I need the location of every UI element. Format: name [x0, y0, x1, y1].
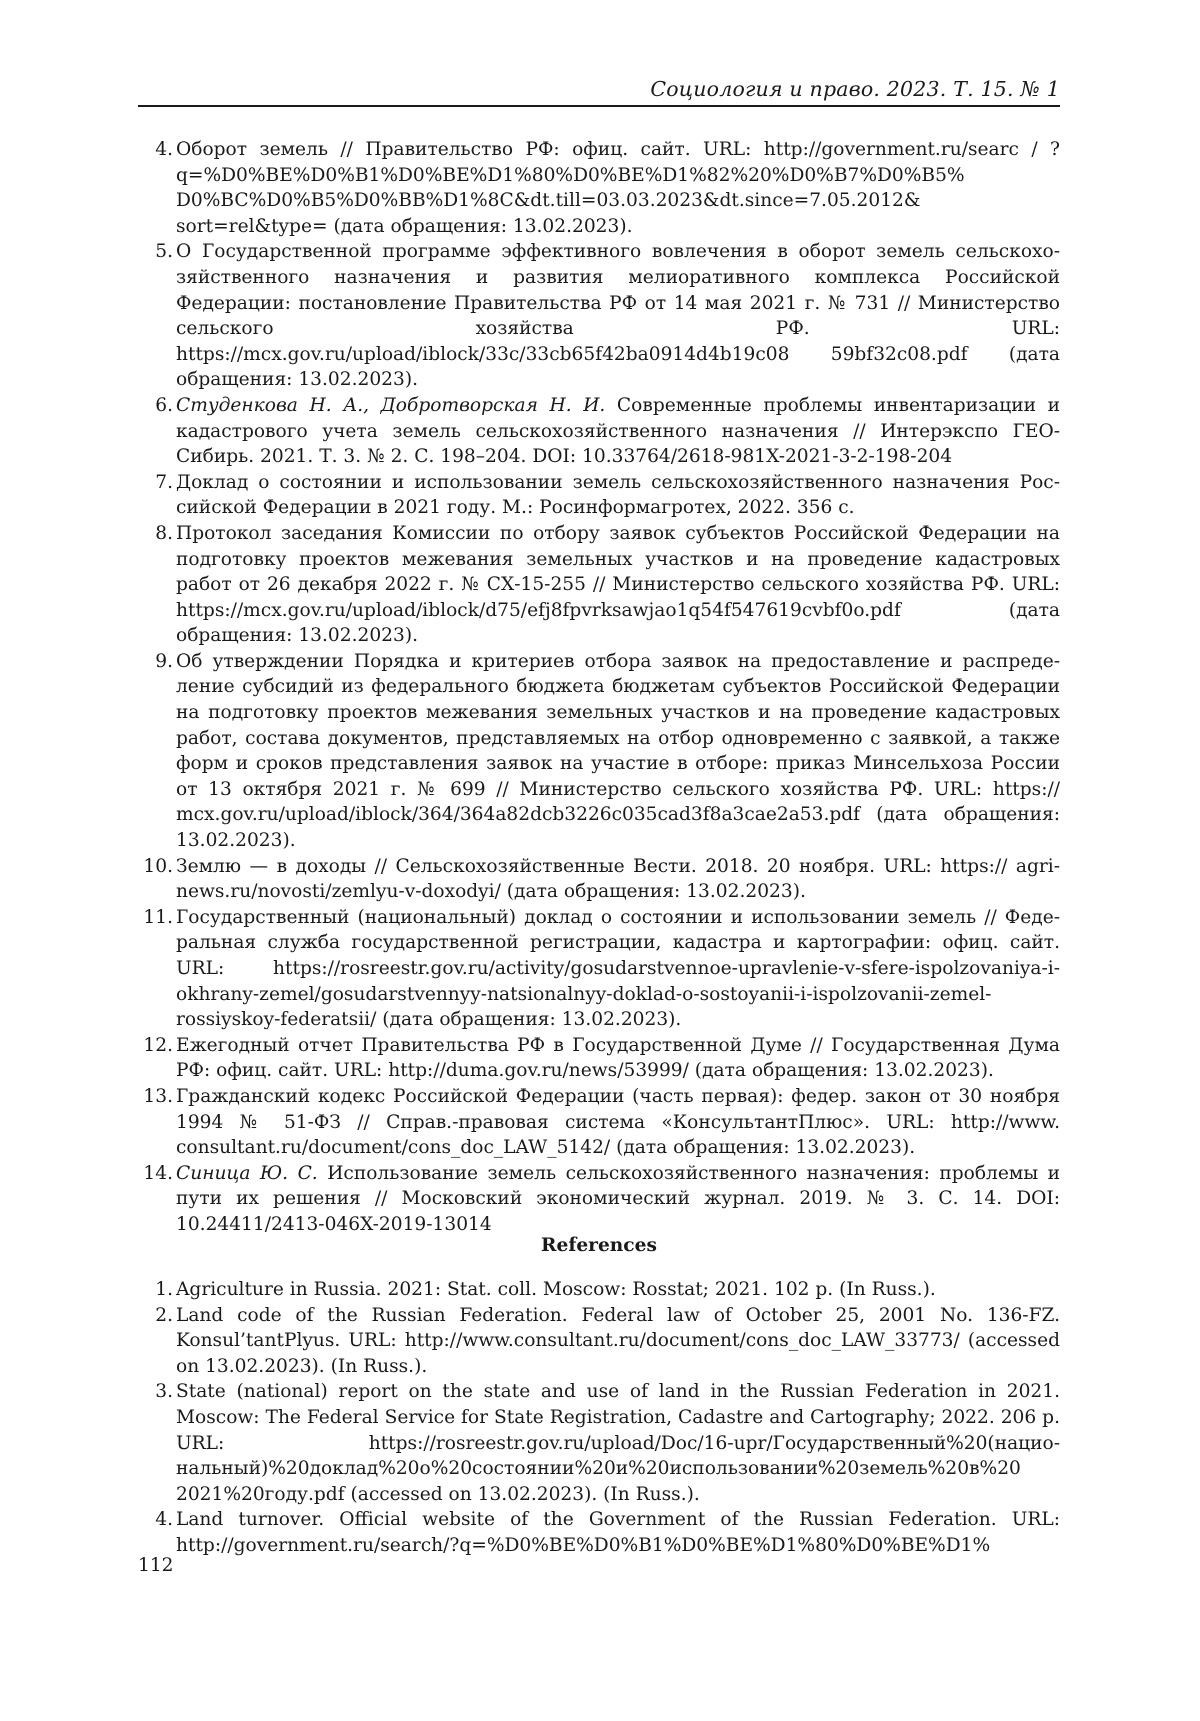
russian-reference-item — [138, 521, 1060, 649]
russian-reference-item — [138, 470, 1060, 521]
reference-text: Современные проблемы инвентаризации и кадастрового учета земель сельскохозяйственного назначения // Интерэкспо ГЕО-Сибирь. 2021. Т. 3. № 2. С. 198–204. DOI: 10.33764/2618-981X-2021-3-2-198-204 — [176, 394, 1060, 468]
page-number: 112 — [138, 1555, 174, 1576]
russian-reference-item — [138, 854, 1060, 905]
reference-text: Land turnover. Official website of the Government of the Russian Federation. URL: http://government.ru/search/?q=%D0%BE%D0%B1%D0%BE%D1%80%D0%BE%D1% — [176, 1509, 1060, 1556]
reference-authors: Студенкова Н. А., Добротворская Н. И. — [176, 394, 606, 416]
reference-text: Государственный (национальный) доклад о состоянии и использовании земель // Федеральная служба государственной регистрации, кадастра и картографии: офиц. сайт. URL: https://rosreestr.gov.ru/activity/gosudarstvennoe-upravlenie-v-sfere-ispolzovaniya-i-okhrany-zemel/gosudarstvennyy-natsionalnyy-doklad-o-sostoyanii-i-ispolzovanii-zemel-rossiyskoy-federatsii/ (дата обращения: 13.02.2023). — [176, 906, 1060, 1031]
reference-number: 8. — [155, 522, 173, 544]
russian-reference-item — [138, 1084, 1060, 1161]
russian-reference-item — [138, 239, 1060, 393]
reference-text: Землю — в доходы // Сельскохозяйственные Вести. 2018. 20 ноября. URL: https:// agri-news.ru/novosti/zemlyu-v-doxodyi/ (дата обращения: 13.02.2023). — [176, 855, 1060, 903]
reference-text: Об утверждении Порядка и критериев отбора заявок на предоставление и распределение субсидий из федерального бюджета бюджетам субъектов Российской Федерации на подготовку проектов межевания земельных участков и на проведение кадастровых работ, состава документов, представляемых на отбор одновременно с заявкой, а также форм и сроков представления заявок на участие в отборе: приказ Минсельхоза России от 13 октября 2021 г. № 699 // Министерство сельского хозяйства РФ. URL: https:// mcx.gov.ru/upload/iblock/364/364a82dcb3226c035cad3f8a3cae2a53.pdf (дата обращения: 13.02.2023). — [176, 650, 1060, 852]
russian-reference-item — [138, 393, 1060, 470]
reference-number: 11. — [143, 906, 173, 928]
russian-reference-item — [138, 905, 1060, 1033]
russian-reference-item — [138, 1033, 1060, 1084]
header-rule — [138, 105, 1060, 107]
reference-number: 9. — [155, 650, 173, 672]
english-reference-item — [138, 1507, 1060, 1558]
russian-reference-item — [138, 649, 1060, 854]
reference-number: 7. — [155, 471, 173, 493]
reference-text: Использование земель сельскохозяйственного назначения: проблемы и пути их решения // Московский экономический журнал. 2019. № 3. С. 14. DOI: 10.24411/2413-046X-2019-13014 — [176, 1162, 1061, 1235]
reference-number: 5. — [155, 241, 173, 263]
english-reference-item — [138, 1303, 1060, 1380]
reference-text: State (national) report on the state and use of land in the Russian Federation in 2021. Moscow: The Federal Service for State Registration, Cadastre and Cartography; 2022. 206 p. URL: https://rosreestr.gov.ru/upload/Doc/16-upr/Государственный%20(национальный)%20доклад%20о%20состоянии%20и%20использовании%20земель%20в%20 2021%20году.pdf (accessed on 13.02.2023). (In Russ.). — [176, 1381, 1060, 1505]
reference-number: 1. — [155, 1279, 173, 1300]
reference-text: Доклад о состоянии и использовании земель сельскохозяйственного назначения Российской Федерации в 2021 году. М.: Росинформагротех, 2022. 356 с. — [176, 471, 1060, 519]
reference-number: 4. — [155, 1509, 173, 1531]
reference-text: О Государственной программе эффективного вовлечения в оборот земель сельскохозяйственного назначения и развития мелиоративного комплекса Российской Федерации: постановление Правительства РФ от 14 мая 2021 г. № 731 // Министерство сельского хозяйства РФ. URL: https://mcx.gov.ru/upload/iblock/33c/33cb65f42ba0914d4b19c08 59bf32c08.pdf (дата обращения: 13.02.2023). — [176, 241, 1060, 391]
reference-text: Гражданский кодекс Российской Федерации (часть первая): федер. закон от 30 ноября 1994 № 51-ФЗ // Справ.-правовая система «КонсультантПлюс». URL: http://www. consultant.ru/document/cons_doc_LAW_5142/ (дата обращения: 13.02.2023). — [176, 1085, 1060, 1159]
english-reference-item — [138, 1277, 1060, 1303]
reference-number: 13. — [143, 1085, 173, 1107]
english-reference-item — [138, 1379, 1060, 1507]
reference-number: 14. — [143, 1162, 173, 1184]
reference-number: 3. — [155, 1381, 173, 1403]
russian-reference-item — [138, 137, 1060, 239]
reference-text: Agriculture in Russia. 2021: Stat. coll. Moscow: Rosstat; 2021. 102 p. (In Russ.). — [176, 1279, 936, 1300]
running-header: Социология и право. 2023. Т. 15. № 1 — [650, 77, 1060, 101]
reference-number: 12. — [143, 1034, 173, 1056]
reference-text: Ежегодный отчет Правительства РФ в Государственной Думе // Государственная Дума РФ: офиц. сайт. URL: http://duma.gov.ru/news/53999/ (дата обращения: 13.02.2023). — [176, 1034, 1060, 1082]
russian-reference-item — [138, 1161, 1060, 1238]
reference-number: 10. — [143, 855, 173, 877]
reference-text: Протокол заседания Комиссии по отбору заявок субъектов Российской Федерации на подготовку проектов межевания земельных участков и на проведение кадастровых работ от 26 декабря 2022 г. № СХ-15-255 // Министерство сельского хозяйства РФ. URL: https://mcx.gov.ru/upload/iblock/d75/efj8fpvrksawjao1q54f547619cvbf0o.pdf (дата обращения: 13.02.2023). — [176, 522, 1060, 647]
reference-number: 6. — [155, 394, 173, 416]
references-heading: References — [541, 1235, 657, 1256]
reference-authors: Синица Ю. С. — [176, 1162, 318, 1184]
russian-reference-list — [138, 137, 1060, 1238]
reference-number: 4. — [155, 139, 173, 160]
reference-text: Оборот земель // Правительство РФ: офиц. сайт. URL: http://government.ru/searc / ?q=%D0%BE%D0%B1%D0%BE%D1%80%D0%BE%D1%82%20%D0%B7%D0%B5% D0%BC%D0%B5%D0%BB%D1%8C&dt.till=03.03.2023&dt.since=7.05.2012& sort=rel&type= (дата обращения: 13.02.2023). — [176, 139, 1060, 237]
reference-number: 2. — [155, 1304, 173, 1326]
reference-text: Land code of the Russian Federation. Federal law of October 25, 2001 No. 136-FZ. Konsul’tantPlyus. URL: http://www.consultant.ru/document/cons_doc_LAW_33773/ (accessed on 13.02.2023). (In Russ.). — [176, 1304, 1060, 1377]
english-reference-list — [138, 1277, 1060, 1559]
